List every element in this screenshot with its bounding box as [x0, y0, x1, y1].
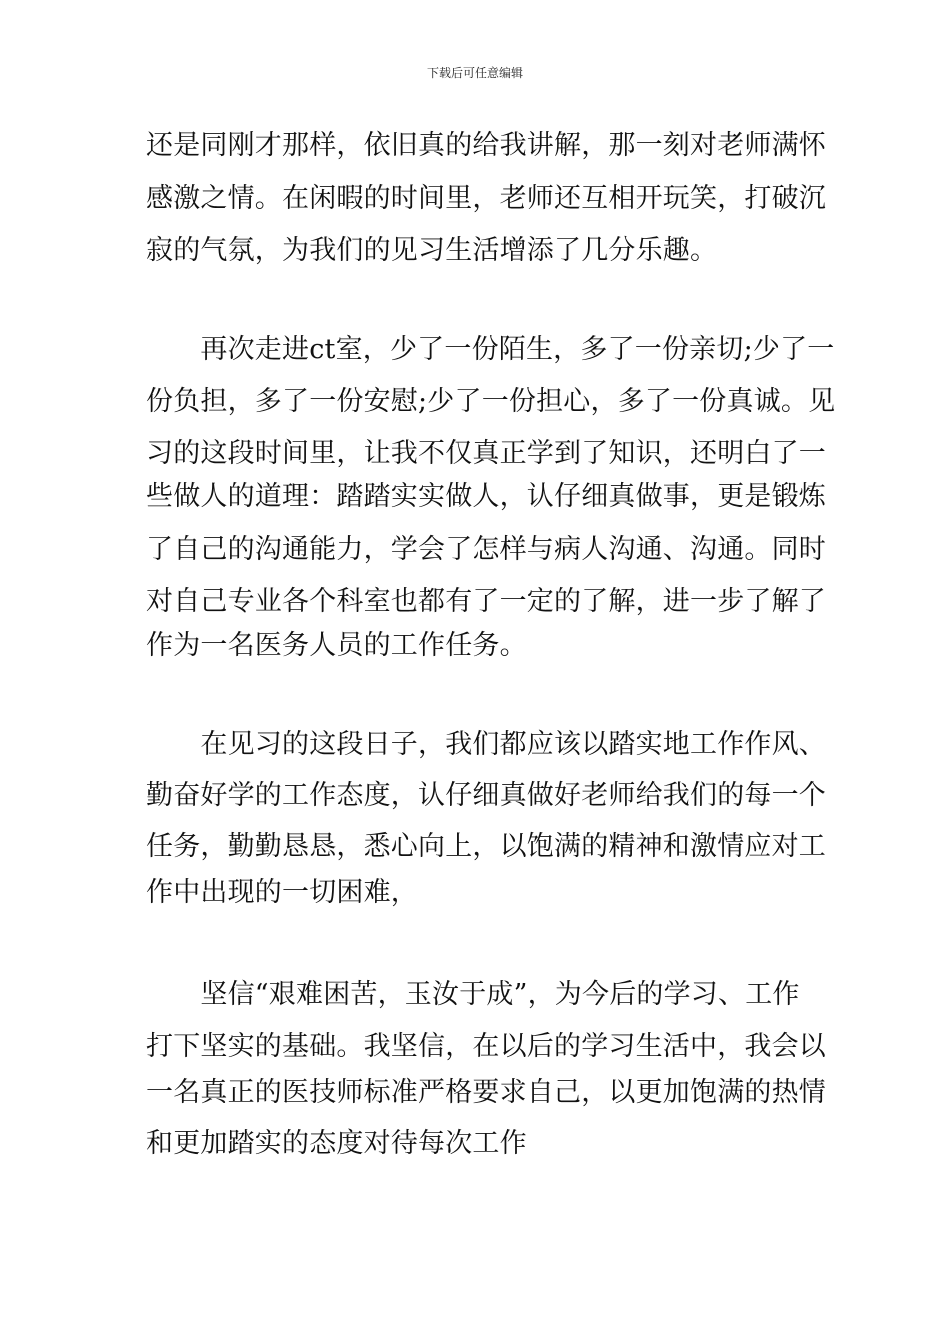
text-line: 坚信“艰难困苦，玉汝于成”，为今后的学习、工作	[146, 979, 800, 1010]
text-line: 在见习的这段日子，我们都应该以踏实地工作作风、	[146, 729, 826, 760]
text-line: 任务，勤勤恳恳，悉心向上，以饱满的精神和激情应对工	[146, 831, 826, 862]
text-line: 再次走进ct室，少了一份陌生，多了一份亲切;少了一	[146, 334, 835, 365]
text-line: 习的这段时间里，让我不仅真正学到了知识，还明白了一	[146, 438, 826, 469]
text-line: 份负担，多了一份安慰;少了一份担心，多了一份真诚。见	[146, 386, 836, 417]
text-line: 对自己专业各个科室也都有了一定的了解，进一步了解了	[146, 586, 826, 617]
text-line: 感激之情。在闲暇的时间里，老师还互相开玩笑，打破沉	[146, 183, 826, 214]
text-line: 一名真正的医技师标准严格要求自己，以更加饱满的热情	[146, 1077, 826, 1108]
text-line: 勤奋好学的工作态度，认仔细真做好老师给我们的每一个	[146, 780, 826, 811]
text-line: 作为一名医务人员的工作任务。	[146, 630, 527, 661]
text-line: 打下坚实的基础。我坚信，在以后的学习生活中，我会以	[146, 1031, 826, 1062]
text-line: 作中出现的一切困难，	[146, 877, 418, 908]
text-line: 和更加踏实的态度对待每次工作	[146, 1128, 527, 1159]
text-line: 些做人的道理：踏踏实实做人，认仔细真做事，更是锻炼	[146, 481, 826, 512]
text-line: 寂的气氛，为我们的见习生活增添了几分乐趣。	[146, 235, 718, 266]
text-line: 还是同刚才那样，依旧真的给我讲解，那一刻对老师满怀	[146, 130, 826, 161]
text-line: 了自己的沟通能力，学会了怎样与病人沟通、沟通。同时	[146, 534, 826, 565]
page-header: 下载后可任意编辑	[426, 66, 523, 80]
